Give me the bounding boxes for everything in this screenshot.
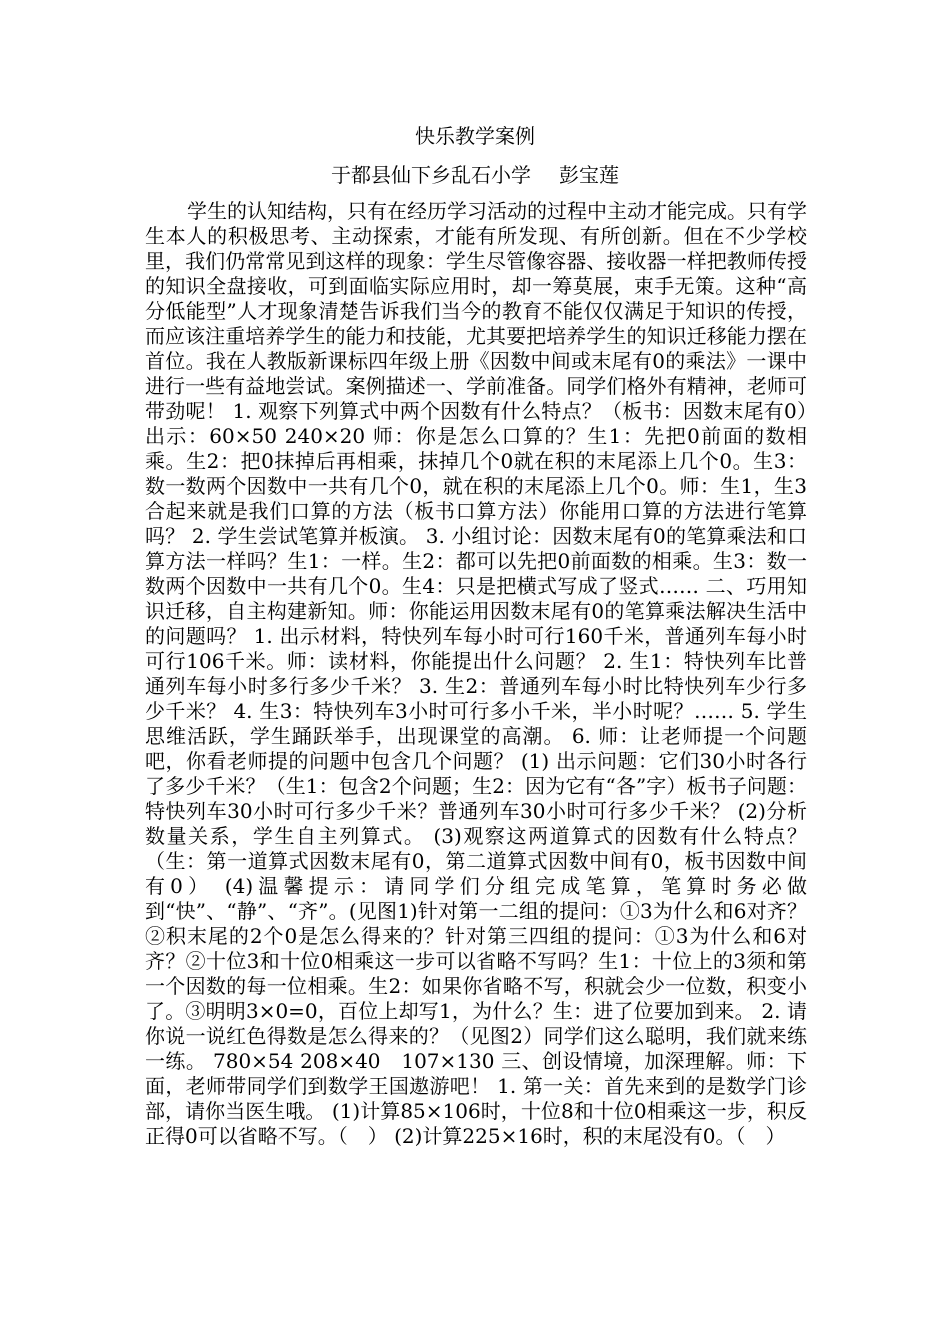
document-byline <box>0 162 950 188</box>
school-name: 于都县仙下乡乱石小学 <box>331 163 531 187</box>
author-name: 彭宝莲 <box>559 163 619 187</box>
document-title: 快乐教学案例 <box>415 124 535 148</box>
body-paragraph: 学生的认知结构，只有在经历学习活动的过程中主动才能完成。只有学生本人的积极思考、主动探索，才能有所发现、有所创新。但在不少学校里，我们仍常常见到这样的现象：学生尽管像容器、接收器一样把教师传授的知识全盘接收，可到面临实际应用时，却一筹莫展，束手无策。这种“高分低能型”人才现象清楚告诉我们当今的教育不能仅仅满足于知识的传授，而应该注重培养学生的能力和技能，尤其要把培养学生的知识迁移能力摆在首位。我在人教版新课标四年级上册《因数中间或末尾有0的乘法》一课中进行一些有益地尝试。案例描述一、学前准备。同学们格外有精神，老师可带劲呢！ 1. 观察下列算式中两个因数有什么特点？（板书：因数末尾有0）出示：60×50 240×20 师：你是怎么口算的？生1：先把0前面的数相乘。生2：把0抹掉后再相乘，抹掉几个0就在积的末尾添上几个0。生3：数一数两个因数中一共有几个0，就在积的末尾添上几个0。师：生1，生3合起来就是我们口算的方法（板书口算方法）你能用口算的方法进行笔算吗？ 2. 学生尝试笔算并板演。 3. 小组讨论：因数末尾有0的笔算乘法和口算方法一样吗？生1：一样。生2：都可以先把0前面数的相乘。生3：数一数两个因数中一共有几个0。生4：只是把横式写成了竖式…… 二、巧用知识迁移，自主构建新知。师：你能运用因数末尾有0的笔算乘法解决生活中的问题吗？ 1. 出示材料，特快列车每小时可行160千米，普通列车每小时可行106千米。师：读材料，你能提出什么问题？ 2. 生1：特快列车比普通列车每小时多行多少千米？ 3. 生2：普通列车每小时比特快列车少行多少千米？ 4. 生3：特快列车3小时可行多小千米，半小时呢？…… 5. 学生思维活跃，学生踊跃举手，出现课堂的高潮。 6. 师：让老师提一个问题吧，你看老师提的问题中包含几个问题？ (1) 出示问题：它们30小时各行了多少千米？（生1：包含2个问题；生2：因为它有“各”字）板书子问题：特快列车30小时可行多少千米？普通列车30小时可行多少千米？ (2)分析数量关系，学生自主列算式。 (3)观察这两道算式的因数有什么特点？（生：第一道算式因数末尾有0，第二道算式因数中间有0，板书因数中间有0） (4)温馨提示：请同学们分组完成笔算，笔算时务必做到“快”、“静”、“齐”。(见图1)针对第一二组的提问：①3为什么和6对齐？②积末尾的2个0是怎么得来的？针对第三四组的提问：①3为什么和6对齐？②十位3和十位0相乘这一步可以省略不写吗？生1：十位上的3须和第一个因数的每一位相乘。生2：如果你省略不写，积就会少一位数，积变小了。③明明3×0=0，百位上却写1，为什么？生：进了位要加到来。 2. 请你说一说红色得数是怎么得来的？（见图2）同学们这么聪明，我们就来练一练。 780×54 208×40 107×130 三、创设情境，加深理解。师：下面，老师带同学们到数学王国遨游吧！ 1. 第一关：首先来到的是数学门诊部，请你当医生哦。 (1)计算85×106时，十位8和十位0相乘这一步，积反正得0可以省略不写。（ ） (2)计算225×16时，积的末尾没有0。（ ） <box>145 199 807 1148</box>
